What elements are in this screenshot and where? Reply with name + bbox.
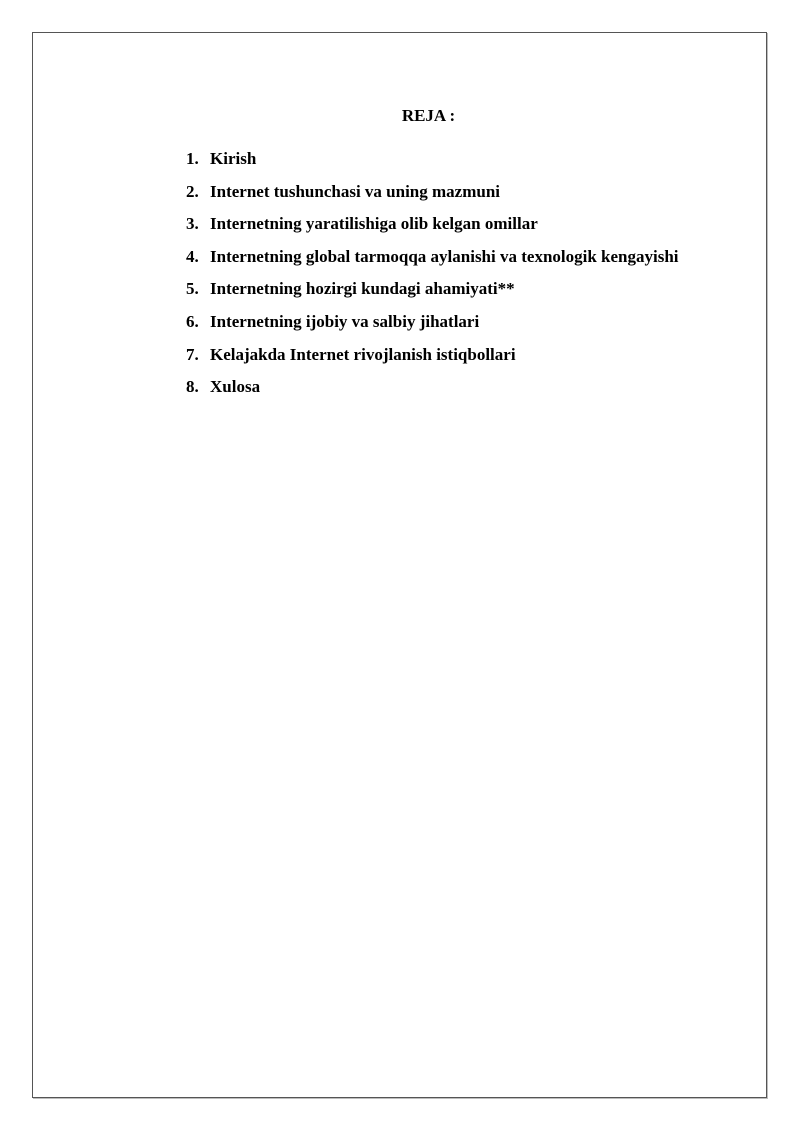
- list-item-text: Internetning global tarmoqqa aylanishi va texnologik kengayishi: [210, 246, 679, 266]
- list-item-number: 7.: [186, 344, 199, 364]
- list-item-text: Kirish: [210, 149, 257, 168]
- list-item: [186, 343, 679, 376]
- page-title: REJA :: [401, 106, 456, 125]
- list-item-text: Internetning yaratilishiga olib kelgan omillar: [210, 214, 538, 234]
- list-item-number: 6.: [186, 311, 199, 331]
- list-item-number: 3.: [186, 214, 199, 234]
- table-of-contents: [186, 147, 679, 408]
- list-item: [186, 310, 679, 343]
- list-item-number: 1.: [186, 149, 199, 168]
- list-item-text: Internetning ijobiy va salbiy jihatlari: [210, 311, 480, 331]
- list-item: [186, 212, 679, 245]
- list-item-text: Internet tushunchasi va uning mazmuni: [210, 181, 501, 201]
- list-item-text: Internetning hozirgi kundagi ahamiyati**: [210, 279, 515, 299]
- list-item-number: 8.: [186, 377, 199, 397]
- list-item-text: Xulosa: [210, 377, 261, 397]
- list-item-text: Kelajakda Internet rivojlanish istiqbollari: [210, 344, 516, 364]
- list-item: [186, 147, 679, 180]
- list-item-number: 4.: [186, 246, 199, 266]
- list-item: [186, 180, 679, 213]
- list-item: [186, 375, 679, 408]
- list-item: [186, 245, 679, 278]
- list-item-number: 5.: [186, 279, 199, 299]
- list-item: [186, 277, 679, 310]
- list-item-number: 2.: [186, 181, 199, 201]
